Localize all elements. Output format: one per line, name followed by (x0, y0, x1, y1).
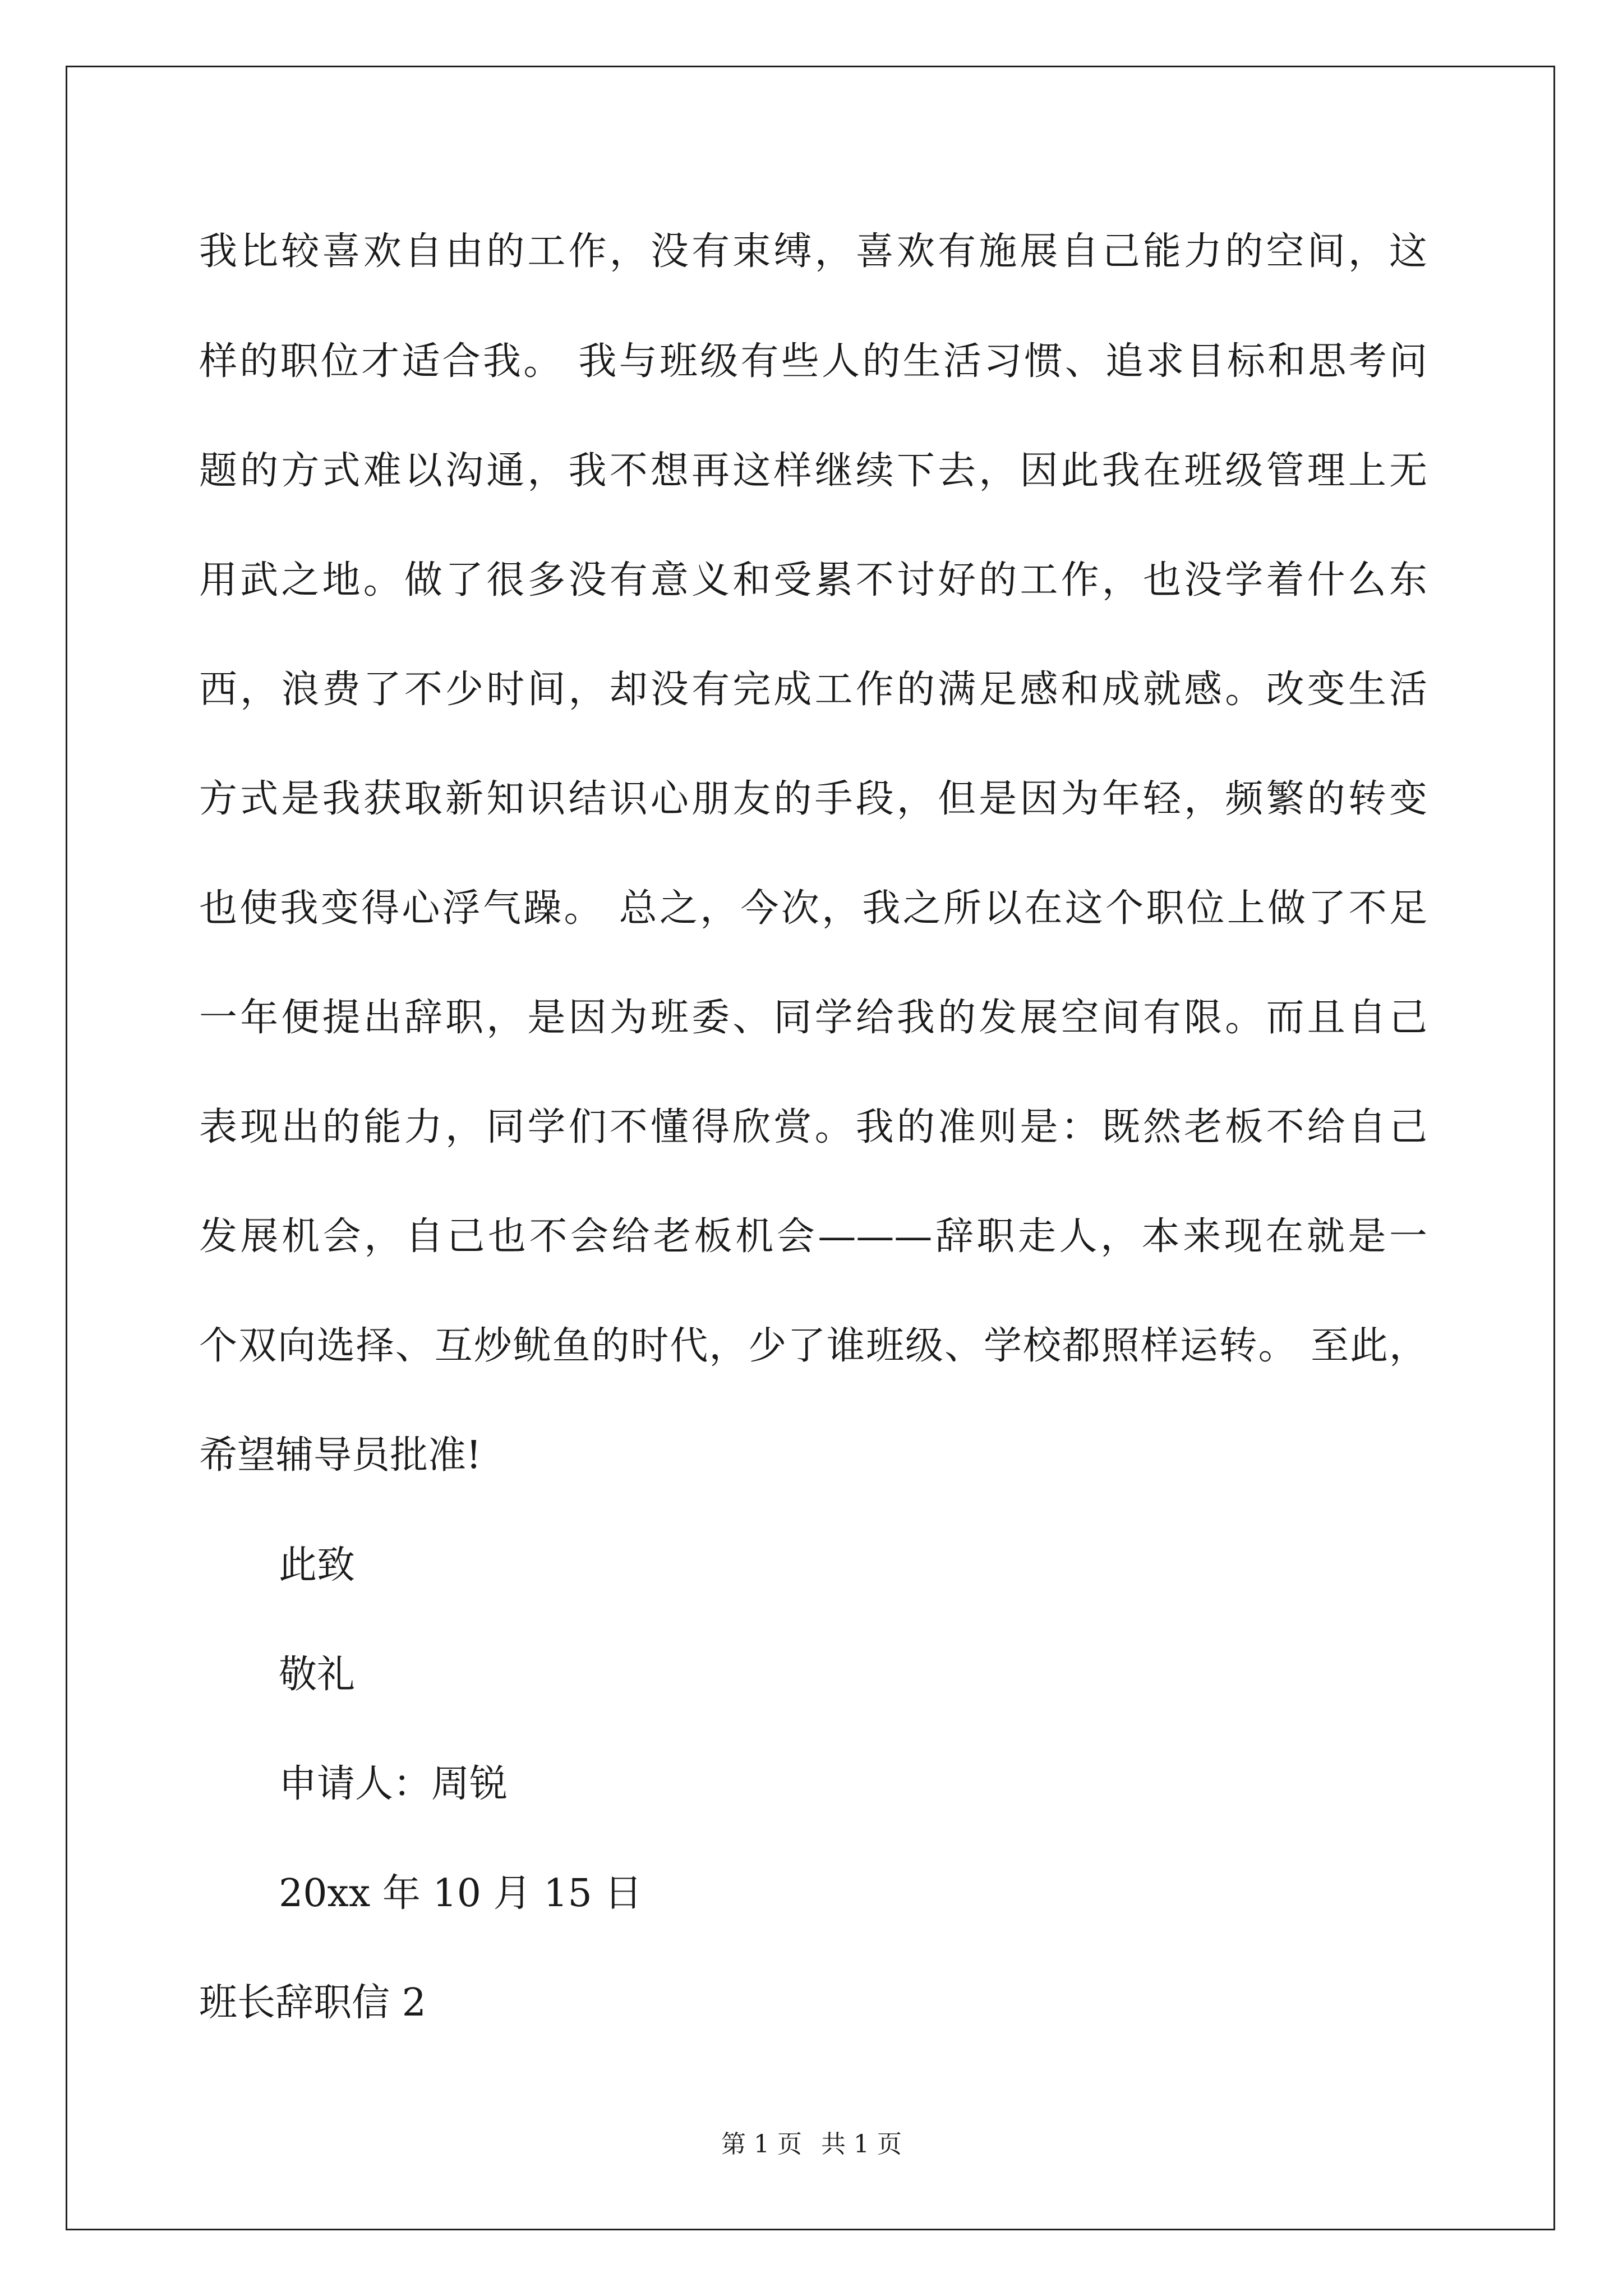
paragraph-line: 表现出的能力，同学们不懂得欣赏。我的准则是：既然老板不给自己 (199, 1105, 1427, 1149)
paragraph-line: 西，浪费了不少时间，却没有完成工作的满足感和成就感。改变生活 (199, 668, 1427, 712)
section-title: 班长辞职信 2 (199, 1981, 426, 2025)
paragraph-line: 发展机会，自己也不会给老板机会———辞职走人，本来现在就是一 (199, 1214, 1427, 1259)
paragraph-line: 方式是我获取新知识结识心朋友的手段，但是因为年轻，频繁的转变 (199, 777, 1427, 821)
paragraph-line: 一年便提出辞职，是因为班委、同学给我的发展空间有限。而且自己 (199, 996, 1427, 1040)
page-total: 共 1 页 (821, 2130, 902, 2159)
paragraph-line: 样的职位才适合我。 我与班级有些人的生活习惯、追求目标和思考问 (199, 339, 1427, 384)
paragraph-line: 我比较喜欢自由的工作，没有束缚，喜欢有施展自己能力的空间，这 (199, 229, 1427, 274)
page-number: 第 1 页 (721, 2130, 802, 2159)
paragraph-line: 用武之地。做了很多没有意义和受累不讨好的工作，也没学着什么东 (199, 558, 1427, 602)
paragraph-line: 题的方式难以沟通，我不想再这样继续下去，因此我在班级管理上无 (199, 449, 1427, 493)
page-footer (0, 2132, 1623, 2157)
closing-salutation: 此致 (279, 1543, 356, 1588)
applicant-signature: 申请人：周锐 (279, 1762, 508, 1806)
closing-regards: 敬礼 (279, 1653, 356, 1697)
paragraph-line: 也使我变得心浮气躁。 总之，今次，我之所以在这个职位上做了不足 (199, 886, 1427, 931)
paragraph-line: 个双向选择、互炒鱿鱼的时代，少了谁班级、学校都照样运转。 至此， (199, 1324, 1427, 1368)
letter-date: 20xx 年 10 月 15 日 (279, 1871, 643, 1916)
paragraph-line: 希望辅导员批准! (199, 1433, 482, 1478)
